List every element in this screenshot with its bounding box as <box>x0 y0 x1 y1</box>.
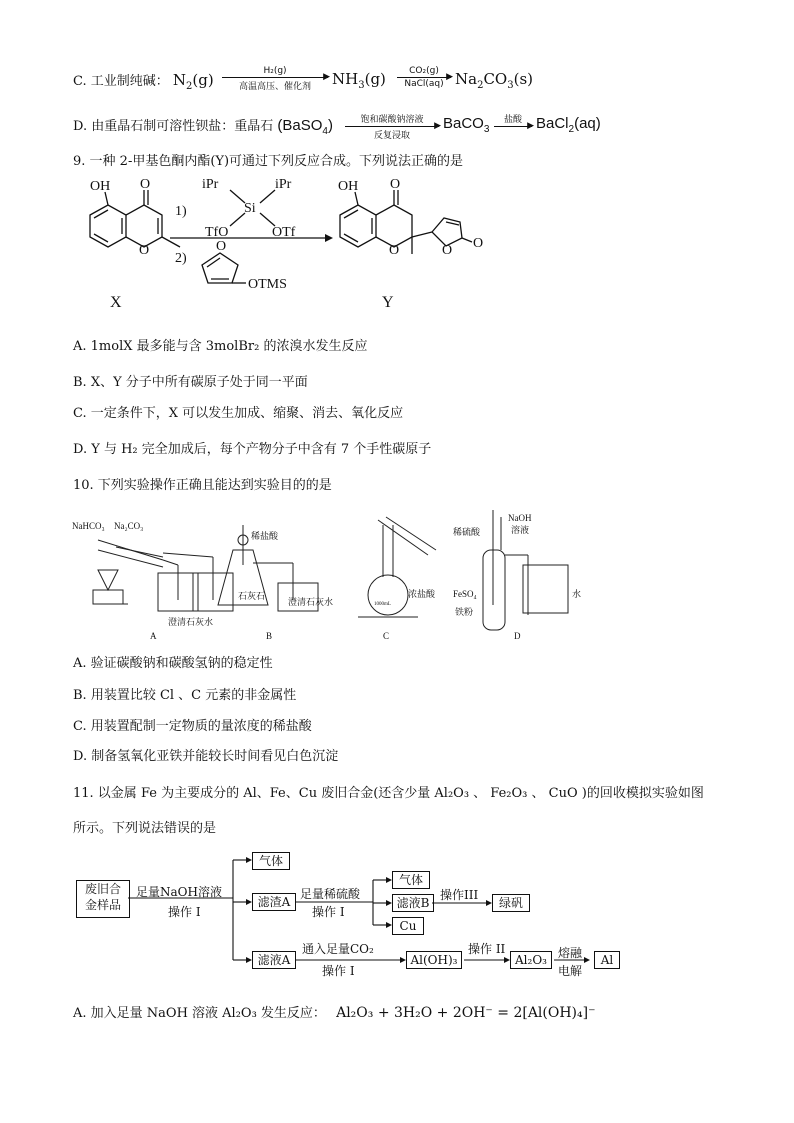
q10-option-d: D. 制备氢氧化亚铁并能较长时间看见白色沉淀 <box>73 749 339 764</box>
q9-stem: 9. 一种 2-甲基色酮内酯(Y)可通过下列反应合成。下列说法正确的是 <box>73 154 464 169</box>
furan-o: O <box>216 239 227 254</box>
fig-a-caption: A <box>150 631 157 641</box>
flow-al2o3: Al₂O₃ <box>510 951 552 969</box>
flow-arrow2-bottom: 操作 I <box>312 905 345 919</box>
y-lactone-carbonyl-o: O <box>473 236 484 251</box>
q8-option-d: D. 由重晶石制可溶性钡盐：重晶石 (BaSO$_4$) <box>73 117 333 137</box>
q8-d-arrow1: 饱和碳酸钠溶液 ▶ 反复浸取 <box>345 112 439 138</box>
q9-option-a: A. 1molX 最多能与含 3molBr₂ 的浓溴水发生反应 <box>73 339 368 354</box>
flow-aloh3: Al(OH)₃ <box>406 951 462 969</box>
x-ring-o: O <box>139 243 150 258</box>
fig-c-caption: C <box>383 631 390 641</box>
reagent-ipr-left: iPr <box>202 177 219 192</box>
fig-b-limewater: 澄清石灰水 <box>288 597 334 607</box>
reagent-tfo: TfO <box>205 225 229 240</box>
q8-d-arrow1-top: 饱和碳酸钠溶液 <box>360 115 424 125</box>
q9-option-b: B. X、Y 分子中所有碳原子处于同一平面 <box>73 375 308 390</box>
q8-option-c: C. 工业制纯碱： $N_2(g)$ <box>73 71 214 92</box>
q8-d-baco3: BaCO$_3$ <box>443 115 490 135</box>
q8-c-na2co3: $Na_2CO_3(s)$ <box>455 70 534 91</box>
q8-c-arrow2-bottom: NaCl(aq) <box>404 79 444 89</box>
fig-b-hcl: 稀盐酸 <box>251 531 279 541</box>
fig-d-solution: 溶液 <box>511 525 530 535</box>
flow-green-vitriol: 绿矾 <box>492 894 530 912</box>
fig-d-caption: D <box>514 631 521 641</box>
flow-gas1: 气体 <box>252 852 290 870</box>
flow-arrow1-bottom: 操作 I <box>168 905 201 919</box>
flow-op3: 操作III <box>440 888 479 902</box>
q10-option-c: C. 用装置配制一定物质的量浓度的稀盐酸 <box>73 719 312 734</box>
q10-apparatus-figure <box>68 505 588 645</box>
flow-filtrate-b: 滤液B <box>392 894 434 912</box>
fig-d-feso4: FeSO₄ <box>453 589 477 599</box>
fig-b-limestone: 石灰石 <box>238 591 266 601</box>
flow-arrow3-top: 通入足量CO₂ <box>302 942 374 956</box>
flow-melt: 熔融 <box>558 946 583 960</box>
flow-op2: 操作 II <box>468 942 506 956</box>
fig-d-iron-powder: 铁粉 <box>455 607 474 617</box>
label-y: Y <box>382 294 394 311</box>
flow-al: Al <box>594 951 620 969</box>
q10-option-a: A. 验证碳酸钠和碳酸氢钠的稳定性 <box>73 656 273 671</box>
q11-stem-line2: 所示。下列说法错误的是 <box>73 821 217 836</box>
fig-c-conc-hcl: 浓盐酸 <box>408 589 436 599</box>
flow-start-sample: 废旧合 金样品 <box>76 880 130 918</box>
reagent-1-num: 1) <box>175 204 187 219</box>
y-ring-o: O <box>389 243 400 258</box>
q10-option-b: B. 用装置比较 Cl 、C 元素的非金属性 <box>73 688 297 703</box>
flow-arrow3-bottom: 操作 I <box>322 964 355 978</box>
q9-reaction-scheme <box>60 170 500 315</box>
flow-gas2: 气体 <box>392 871 430 889</box>
y-oh-label: OH <box>338 179 359 194</box>
reagent-2-num: 2) <box>175 251 187 266</box>
flow-filtrate-a: 滤液A <box>252 951 296 969</box>
flow-arrow2-top: 足量稀硫酸 <box>300 887 361 901</box>
q10-stem: 10. 下列实验操作正确且能达到实验目的的是 <box>73 478 332 493</box>
q8-c-arrow2: CO₂(g) ▶ NaCl(aq) <box>397 66 451 92</box>
reagent-si: Si <box>244 201 256 216</box>
fig-d-water: 水 <box>572 589 582 599</box>
q8-d-arrow2-top: 盐酸 <box>503 115 522 125</box>
fig-a-nahco3: NaHCO₃ <box>72 521 105 531</box>
y-carbonyl-o: O <box>390 177 401 192</box>
q8-c-nh3: $NH_3(g)$ <box>332 70 386 91</box>
fig-d-dilute-h2so4: 稀硫酸 <box>453 527 481 537</box>
flow-residue-a: 滤渣A <box>252 893 296 911</box>
q11-option-a <box>73 1002 595 1021</box>
q9-option-d: D. Y 与 H₂ 完全加成后，每个产物分子中含有 7 个手性碳原子 <box>73 442 432 457</box>
q11-option-a-equation: Al₂O₃ + 3H₂O + 2OH⁻ = 2[Al(OH)₄]⁻ <box>336 1005 596 1021</box>
flow-electrolysis: 电解 <box>558 964 583 978</box>
q8-d-arrow2: 盐酸 ▶ <box>494 112 532 130</box>
q9-option-c: C. 一定条件下，X 可以发生加成、缩聚、消去、氧化反应 <box>73 406 404 421</box>
fig-a-limewater: 澄清石灰水 <box>168 617 214 627</box>
q11-stem-line1: 11. 以金属 Fe 为主要成分的 Al、Fe、Cu 废旧合金(还含少量 Al₂O₃ 、 Fe₂O₃ 、 CuO )的回收模拟实验如图 <box>73 786 704 801</box>
fig-d-naoh: NaOH <box>508 513 532 523</box>
fig-a-na2co3: Na₂CO₃ <box>114 521 144 531</box>
x-carbonyl-o: O <box>140 177 151 192</box>
label-x: X <box>110 294 122 311</box>
q8-c-arrow1-bottom: 高温高压、催化剂 <box>238 82 311 92</box>
q8-c-arrow1-top: H₂(g) <box>263 66 287 76</box>
reagent-otf: OTf <box>272 225 296 240</box>
flow-cu: Cu <box>392 917 424 935</box>
fig-c-flask-volume: 1000mL <box>374 602 391 607</box>
q8-d-arrow1-bottom: 反复浸取 <box>373 131 410 141</box>
reagent-otms: OTMS <box>248 277 287 292</box>
flow-arrow1-top: 足量NaOH溶液 <box>136 885 222 899</box>
q8-d-bacl2: BaCl$_2$(aq) <box>536 115 601 135</box>
fig-b-caption: B <box>266 631 273 641</box>
reagent-ipr-right: iPr <box>275 177 292 192</box>
q8-c-prefix: C. 工业制纯碱： <box>73 74 169 89</box>
q8-d-prefix: D. 由重晶石制可溶性钡盐：重晶石 <box>73 119 274 134</box>
q11-option-a-prefix: A. 加入足量 NaOH 溶液 Al₂O₃ 发生反应： <box>73 1006 326 1021</box>
q8-c-arrow2-top: CO₂(g) <box>409 66 439 76</box>
x-oh-label: OH <box>90 179 111 194</box>
q8-c-arrow1: H₂(g) ▶ 高温高压、催化剂 <box>222 66 328 92</box>
y-lactone-o: O <box>442 243 453 258</box>
